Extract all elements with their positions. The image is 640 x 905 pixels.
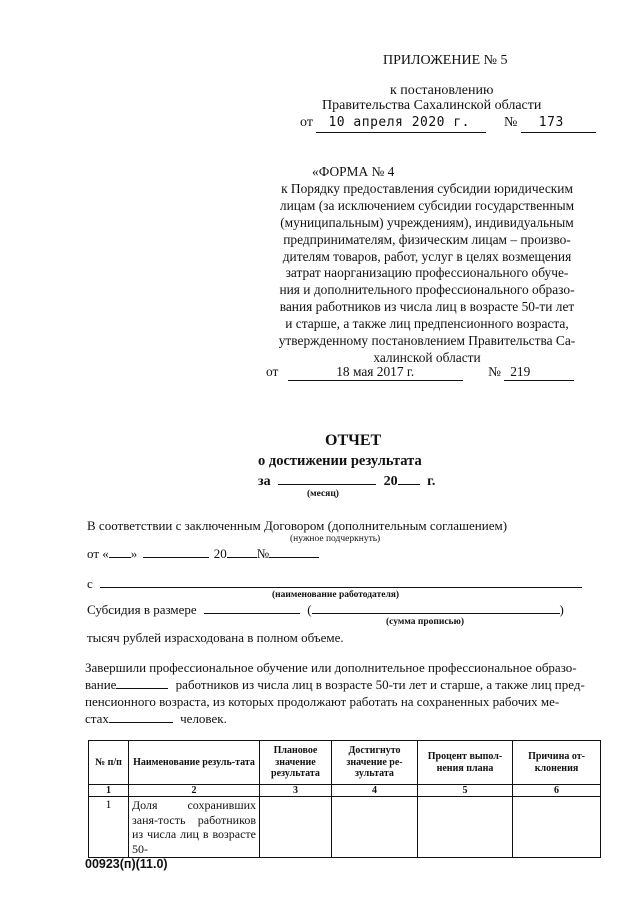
month-hint: (месяц) [307,489,339,499]
report-period-line [258,470,435,491]
period-za-label: за [258,474,271,489]
amount-hint: (сумма прописью) [386,617,464,627]
contract-number-field [269,545,319,558]
col-header-fact: Достигнуто значение ре-зультата [332,741,418,785]
contract-month-field [143,545,209,558]
form-line: вания работников из числа лиц в возрасте 50-ти лет [279,299,575,315]
table-row [89,797,601,858]
appendix-number-value: 173 [521,114,596,133]
subsidy-label: Субсидия в размере [87,602,197,617]
row-number: 1 [89,797,129,858]
form-line: утвержденному постановлением Правительства Са- [278,333,576,349]
row-name: Доля сохранивших заня-тость работников из числа лиц в возрасте 50- [132,798,256,856]
paragraph-p4b: человек. [180,711,227,726]
period-year-suffix: г. [427,474,436,489]
completed-count-field [116,676,168,689]
contract-from-close: » [130,546,138,561]
contract-from-label: от « [87,546,109,561]
row-name-cell [129,797,260,858]
form-line: предпринимателям, физическим лицам – произво- [283,231,571,247]
row-fact[interactable] [332,797,418,858]
form-date-value: 18 мая 2017 г. [288,363,463,381]
form-ot-label: от [266,364,279,379]
report-title: ОТЧЕТ [325,432,382,449]
close-paren: ) [559,602,564,617]
form-line: «ФОРМА № 4 [312,164,395,179]
retained-count-field [109,710,173,723]
results-table [88,740,601,858]
month-field [278,470,376,485]
appendix-title: ПРИЛОЖЕНИЕ № 5 [383,53,508,68]
paragraph-p2b: работников из числа лиц в возрасте 50-ти лет и старше, а также лиц пред- [175,677,585,692]
document-code: 00923(п)(11.0) [85,857,168,871]
paragraph-line-2 [85,676,600,693]
form-number-value: 219 [504,363,574,381]
col-number: 1 [89,785,129,797]
col-header-name: Наименование резуль-тата [129,741,260,785]
form-no-label: № [488,364,501,379]
form-line: дителям товаров, работ, услуг в целях возмещения [282,248,572,264]
col-number: 3 [260,785,332,797]
contract-year-field [227,545,257,558]
col-header-plan: Плановое значение результата [260,741,332,785]
col-header-number: № п/п [89,741,129,785]
row-percent[interactable] [418,797,513,858]
col-number: 4 [332,785,418,797]
ot-label: от [300,115,313,130]
form-line: к Порядку предоставления субсидии юридическим [281,180,573,196]
no-label: № [503,115,518,130]
spent-text: тысяч рублей израсходована в полном объеме. [87,630,344,645]
col-number: 6 [513,785,601,797]
paragraph-p4a: стах [85,711,109,726]
employer-field [100,575,582,588]
row-plan[interactable] [260,797,332,858]
contract-date-line [87,545,319,562]
underline-hint: (нужное подчеркнуть) [290,534,381,544]
form-line: и старше, а также лиц предпенсионного возраста, [285,316,569,332]
subsidy-amount-field [204,601,300,614]
table-header-row [89,741,601,785]
form-line: ния и дополнительного профессионального образо- [279,282,575,298]
contract-year-label: 20 [213,546,227,561]
form-description [252,164,602,367]
contract-line: В соответствии с заключенным Договором (дополнительным соглашением) [87,518,508,533]
form-line: затрат наорганизацию профессионального обуче- [285,265,569,281]
table-number-row [89,785,601,797]
appendix-date-line [300,114,596,133]
form-date-line [266,363,574,381]
paragraph-line-1: Завершили профессиональное обучение или дополнительное профессиональное образо- [85,660,577,675]
c-label: с [87,576,93,591]
open-paren: ( [307,602,312,617]
day-field [109,545,131,558]
appendix-date-value: 10 апреля 2020 г. [316,114,486,133]
row-reason[interactable] [513,797,601,858]
paragraph-line-4 [85,710,227,727]
col-header-percent: Процент выпол-нения плана [418,741,513,785]
form-line: лицам (за исключением субсидии государственным [279,197,575,213]
subsidy-line [87,601,564,618]
col-number: 5 [418,785,513,797]
year-field [398,470,420,485]
appendix-line-gov: Правительства Сахалинской области [322,98,542,113]
form-line: халинской области [373,349,481,365]
contract-no-label: № [256,546,270,561]
employer-hint: (наименование работодателя) [272,590,400,600]
paragraph-line-3: пенсионного возраста, из которых продолжают работать на сохраненных рабочих ме- [85,694,560,709]
subsidy-words-field [312,601,560,614]
report-subtitle: о достижении результата [258,453,422,469]
form-line: (муниципальным) учреждениям), индивидуальным [280,214,574,230]
period-year-label: 20 [383,474,398,489]
paragraph-p2a: вание [85,677,117,692]
appendix-line-k: к постановлению [390,83,494,98]
col-number: 2 [129,785,260,797]
col-header-reason: Причина от-клонения [513,741,601,785]
